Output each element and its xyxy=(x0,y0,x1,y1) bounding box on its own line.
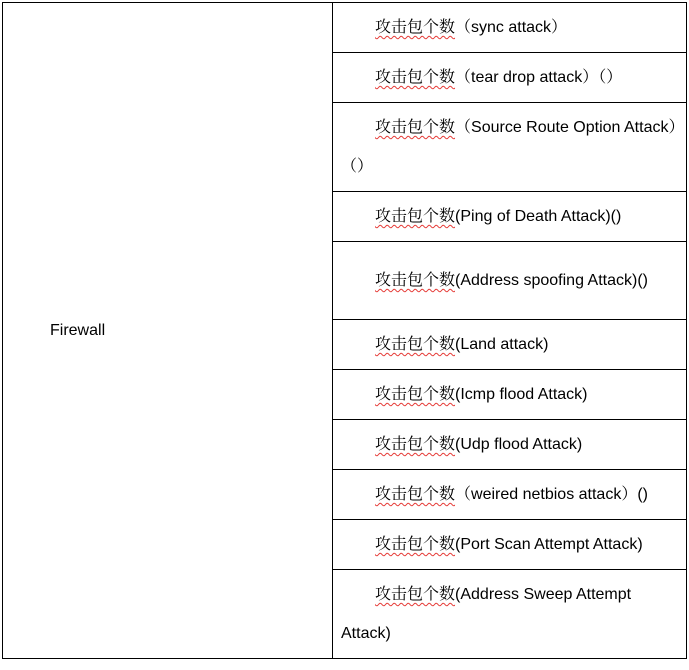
attack-prefix: 攻击包个数 xyxy=(375,69,456,86)
attack-text xyxy=(341,475,678,514)
attack-cell xyxy=(333,520,687,570)
attack-text xyxy=(341,525,678,564)
attack-cell xyxy=(333,570,687,659)
attack-prefix: 攻击包个数 xyxy=(375,336,456,353)
attack-name: （tear drop attack）（） xyxy=(455,69,623,86)
category-label: Firewall xyxy=(50,321,106,339)
attack-text xyxy=(341,108,678,186)
attack-text xyxy=(341,425,678,464)
attack-name: (Address spoofing Attack)() xyxy=(455,272,648,289)
attack-prefix: 攻击包个数 xyxy=(375,208,456,225)
attack-text xyxy=(341,8,678,47)
attack-text xyxy=(341,261,678,300)
attack-prefix: 攻击包个数 xyxy=(375,586,456,603)
attack-name: (Address Sweep Attempt Attack) xyxy=(341,586,632,642)
attack-name: (Icmp flood Attack) xyxy=(455,386,588,403)
attack-cell xyxy=(333,420,687,470)
attack-name: (Udp flood Attack) xyxy=(455,436,583,453)
attack-prefix: 攻击包个数 xyxy=(375,19,456,36)
attack-text xyxy=(341,575,678,653)
attack-prefix: 攻击包个数 xyxy=(375,436,456,453)
attack-cell xyxy=(333,192,687,242)
attack-name: (Land attack) xyxy=(455,336,549,353)
attack-prefix: 攻击包个数 xyxy=(375,386,456,403)
attack-cell xyxy=(333,320,687,370)
attack-prefix: 攻击包个数 xyxy=(375,536,456,553)
attack-name: (Ping of Death Attack)() xyxy=(455,208,622,225)
attack-prefix: 攻击包个数 xyxy=(375,119,456,136)
attack-name: （weired netbios attack）() xyxy=(455,486,648,503)
attack-text xyxy=(341,58,678,97)
attack-name: （sync attack） xyxy=(455,19,568,36)
attack-cell xyxy=(333,470,687,520)
attack-name: （Source Route Option Attack）（） xyxy=(341,119,677,175)
attack-text xyxy=(341,325,678,364)
attack-name: (Port Scan Attempt Attack) xyxy=(455,536,643,553)
attack-cell xyxy=(333,103,687,192)
attack-cell xyxy=(333,53,687,103)
category-cell xyxy=(3,3,333,659)
attack-cell xyxy=(333,242,687,320)
attack-cell xyxy=(333,370,687,420)
table-row xyxy=(3,3,687,53)
attack-cell xyxy=(333,3,687,53)
attack-prefix: 攻击包个数 xyxy=(375,272,456,289)
attack-count-table xyxy=(2,2,687,659)
attack-text xyxy=(341,197,678,236)
attack-text xyxy=(341,375,678,414)
attack-prefix: 攻击包个数 xyxy=(375,486,456,503)
